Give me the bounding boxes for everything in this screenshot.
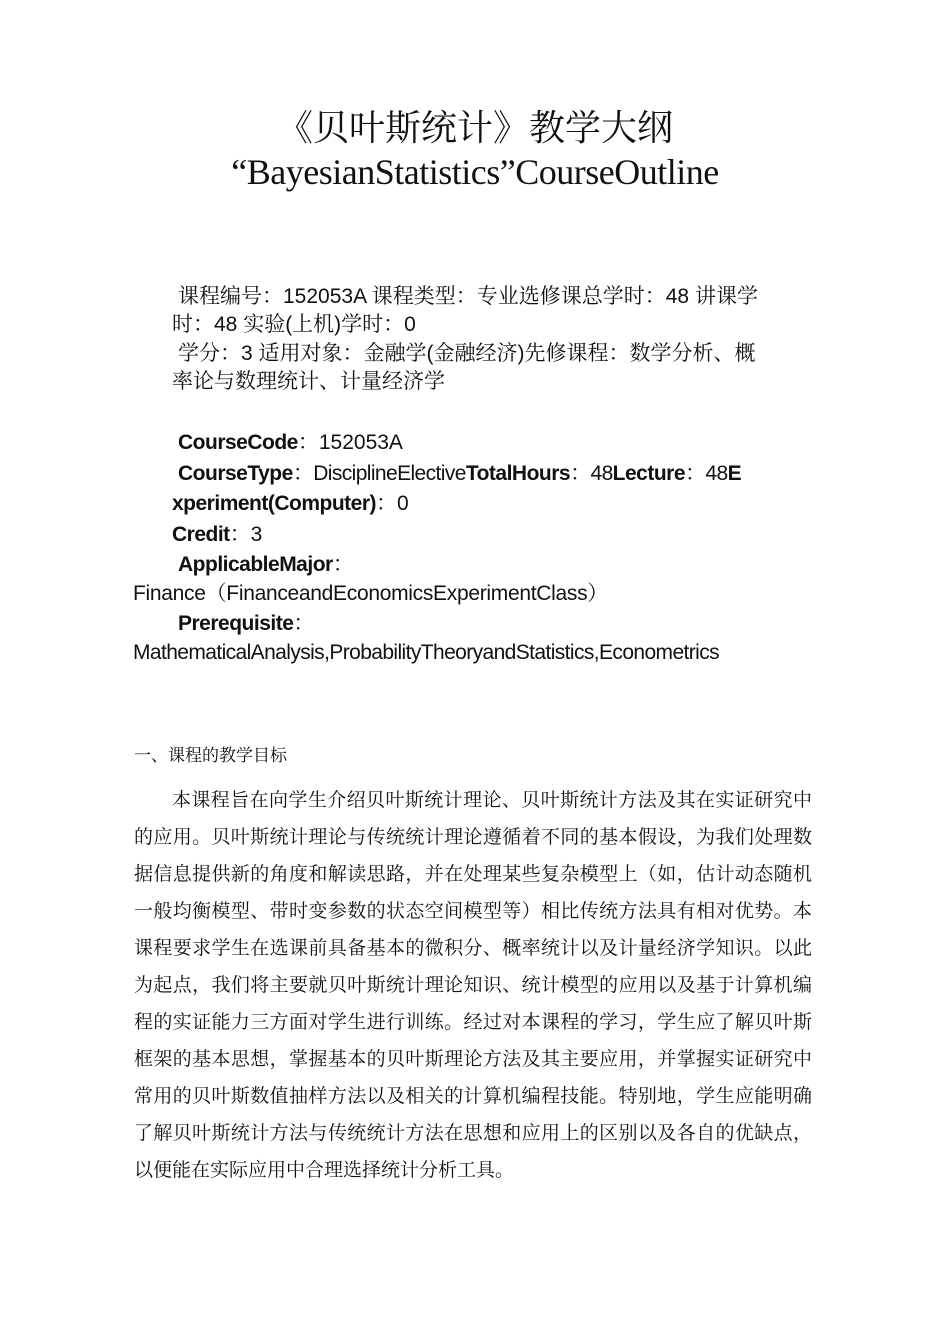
prerequisite-line bbox=[178, 610, 314, 638]
course-type-line bbox=[178, 460, 741, 488]
applicable-major-colon: ： bbox=[332, 553, 354, 576]
total-hours-label: TotalHours bbox=[465, 462, 571, 485]
applicable-major-label: ApplicableMajor bbox=[178, 553, 333, 576]
course-code-label: CourseCode bbox=[178, 431, 298, 454]
course-type-value: ：DisciplineElective bbox=[292, 462, 466, 485]
credit-label: Credit bbox=[172, 523, 230, 546]
prerequisite-label: Prerequisite bbox=[178, 612, 294, 635]
prerequisite-colon: ： bbox=[293, 612, 315, 635]
course-type-label: CourseType bbox=[178, 462, 293, 485]
lecture-value: ：48 bbox=[685, 462, 728, 485]
applicable-major-value: Finance（FinanceandEconomicsExperimentClass） bbox=[133, 582, 608, 605]
info-cn-line-2: 时：48 实验(上机)学时：0 bbox=[172, 313, 416, 336]
title-chinese: 《贝叶斯统计》教学大纲 bbox=[276, 108, 673, 149]
section-heading: 一、课程的教学目标 bbox=[134, 746, 287, 766]
lecture-label: Lecture bbox=[612, 462, 686, 485]
experiment-value: ：0 bbox=[376, 492, 409, 515]
title-english: “BayesianStatistics”CourseOutline bbox=[231, 152, 719, 192]
experiment-label-start: E bbox=[727, 462, 742, 485]
credit-line bbox=[172, 521, 262, 549]
info-cn-line-4: 率论与数理统计、计量经济学 bbox=[172, 370, 445, 393]
section-body-paragraph: 本课程旨在向学生介绍贝叶斯统计理论、贝叶斯统计方法及其在实证研究中的应用。贝叶斯统计理论与传统统计理论遵循着不同的基本假设，为我们处理数据信息提供新的角度和解读思路，并在处理某些复杂模型上（如，估计动态随机一般均衡模型、带时变参数的状态空间模型等）相比传统方法具有相对优势。本课程要求学生在选课前具备基本的微积分、概率统计以及计量经济学知识。以此为起点，我们将主要就贝叶斯统计理论知识、统计模型的应用以及基于计算机编程的实证能力三方面对学生进行训练。经过对本课程的学习，学生应了解贝叶斯框架的基本思想，掌握基本的贝叶斯理论方法及其主要应用，并掌握实证研究中常用的贝叶斯数值抽样方法以及相关的计算机编程技能。特别地，学生应能明确了解贝叶斯统计方法与传统统计方法在思想和应用上的区别以及各自的优缺点，以便能在实际应用中合理选择统计分析工具。 bbox=[134, 789, 812, 1181]
course-code-value: ：152053A bbox=[297, 431, 403, 454]
total-hours-value: ：48 bbox=[570, 462, 613, 485]
applicable-major-line bbox=[178, 551, 354, 579]
course-code-line bbox=[178, 429, 403, 457]
info-cn-line-3: 学分：3 适用对象：金融学(金融经济)先修课程：数学分析、概 bbox=[178, 342, 756, 365]
credit-value: ：3 bbox=[229, 523, 263, 546]
experiment-label: xperiment(Computer) bbox=[172, 492, 377, 515]
info-cn-line-1: 课程编号：152053A 课程类型：专业选修课总学时：48 讲课学 bbox=[178, 285, 758, 308]
prerequisite-value: MathematicalAnalysis,ProbabilityTheoryandStatistics,Econometrics bbox=[133, 641, 720, 664]
experiment-line bbox=[172, 490, 409, 518]
